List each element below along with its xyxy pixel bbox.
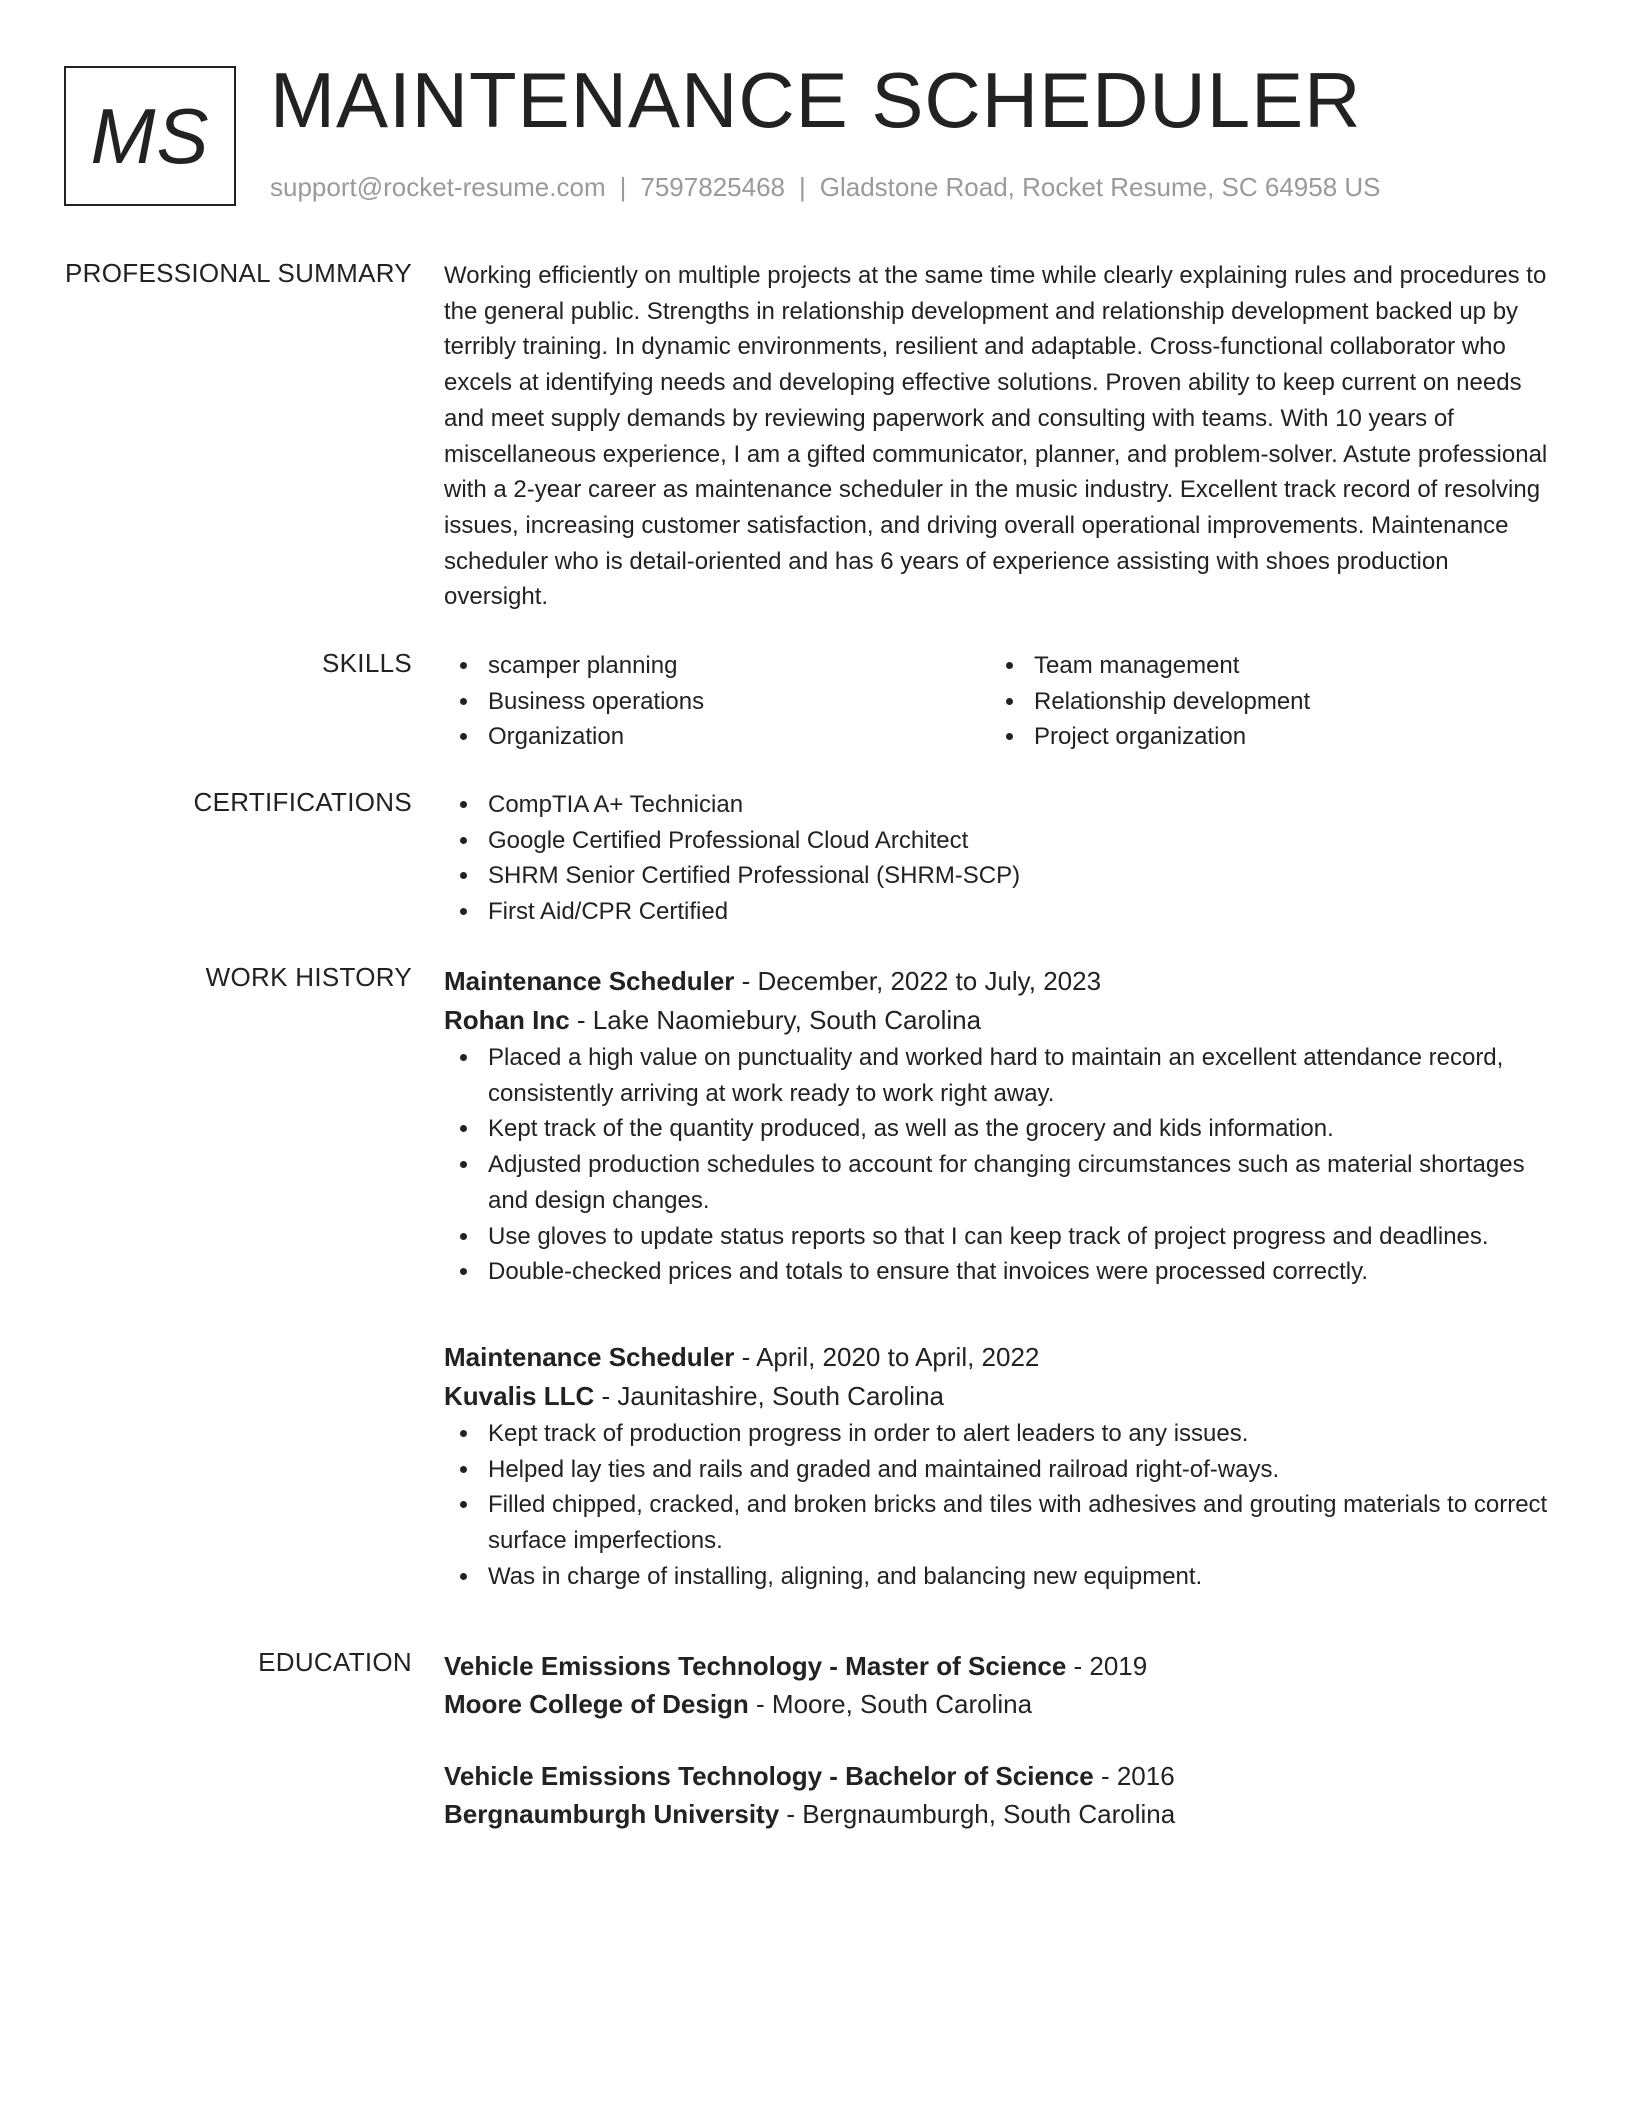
work-history-title: WORK HISTORY [205,962,412,992]
skills-title: SKILLS [322,648,412,678]
certifications-body [444,787,1556,930]
contact-line [270,172,1381,203]
skill-item: Business operations [444,684,990,720]
education-location: - Bergnaumburgh, South Carolina [779,1799,1176,1829]
certification-item: CompTIA A+ Technician [444,787,1556,823]
skill-item: Team management [990,648,1536,684]
education-degree: Vehicle Emissions Technology - Bachelor of Science [444,1761,1094,1791]
education-school-line [444,1685,1556,1723]
skill-item: Organization [444,719,990,755]
skills-body [444,648,1556,755]
contact-address: Gladstone Road, Rocket Resume, SC 64958 US [819,172,1381,202]
job-title-line [444,962,1556,1001]
candidate-name: MAINTENANCE SCHEDULER [270,56,1362,144]
education-school: Bergnaumburgh University [444,1799,780,1829]
summary-text: Working efficiently on multiple projects at the same time while clearly explaining rules and procedures to the general public. Strengths in relationship development and relationship development backed up by terribly training. In dynamic environments, resilient and adaptable. Cross-functional collaborator who excels at identifying needs and developing effective solutions. Proven ability to keep current on needs and meet supply demands by reviewing paperwork and consulting with teams. With 10 years of miscellaneous experience, I am a gifted communicator, planner, and problem-solver. Astute professional with a 2-year career as maintenance scheduler in the music industry. Excellent track record of resolving issues, increasing customer satisfaction, and driving overall operational improvements. Maintenance scheduler who is detail-oriented and has 6 years of experience assisting with shoes production oversight. [444,262,1548,611]
job-duty: Was in charge of installing, aligning, and balancing new equipment. [444,1559,1556,1595]
skills-grid [444,648,1556,755]
contact-phone: 7597825468 [640,172,785,202]
job-duty: Placed a high value on punctuality and worked hard to maintain an excellent attendance record, consistently arriving at work ready to work right away. [444,1040,1556,1111]
job-dates: - December, 2022 to July, 2023 [734,966,1102,996]
education-entry [444,1757,1556,1833]
job-location: - Jaunitashire, South Carolina [594,1381,944,1411]
job-duty: Adjusted production schedules to account for changing circumstances such as material shortages and design changes. [444,1147,1556,1218]
education-year: - 2019 [1066,1651,1148,1681]
education-degree-line [444,1757,1556,1795]
monogram-box [64,66,236,206]
job-role: Maintenance Scheduler [444,966,735,996]
contact-email: support@rocket-resume.com [270,172,606,202]
skill-item: scamper planning [444,648,990,684]
skill-item: Relationship development [990,684,1536,720]
education-school: Moore College of Design [444,1689,749,1719]
job-duty: Filled chipped, cracked, and broken bricks and tiles with adhesives and grouting materials to correct surface imperfections. [444,1487,1556,1558]
job-company-line [444,1377,1556,1416]
job-entry [444,1338,1556,1595]
education-year: - 2016 [1093,1761,1175,1791]
skill-item: Project organization [990,719,1536,755]
job-entry [444,962,1556,1290]
job-company: Rohan Inc [444,1005,570,1035]
education-degree: Vehicle Emissions Technology - Master of Science [444,1651,1067,1681]
certifications-title: CERTIFICATIONS [193,787,412,817]
job-title-line [444,1338,1556,1377]
education-degree-line [444,1647,1556,1685]
job-duty: Kept track of production progress in order to alert leaders to any issues. [444,1416,1556,1452]
job-duty: Use gloves to update status reports so that I can keep track of project progress and deadlines. [444,1219,1556,1255]
job-duties [444,1416,1556,1595]
job-duties [444,1040,1556,1290]
contact-separator: | [619,172,627,202]
certification-item: SHRM Senior Certified Professional (SHRM-SCP) [444,858,1556,894]
certification-item: First Aid/CPR Certified [444,894,1556,930]
education-title: EDUCATION [258,1647,412,1677]
skills-column-1 [444,648,990,755]
job-duty: Helped lay ties and rails and graded and maintained railroad right-of-ways. [444,1452,1556,1488]
monogram-initials: MS [90,91,210,180]
certification-item: Google Certified Professional Cloud Architect [444,823,1556,859]
job-duty: Double-checked prices and totals to ensure that invoices were processed correctly. [444,1254,1556,1290]
contact-separator: | [799,172,806,202]
education-school-line [444,1795,1556,1833]
job-role: Maintenance Scheduler [444,1342,735,1372]
summary-title: PROFESSIONAL SUMMARY [65,258,412,288]
job-company-line [444,1001,1556,1040]
education-entry [444,1647,1556,1723]
job-dates: - April, 2020 to April, 2022 [734,1342,1040,1372]
job-company: Kuvalis LLC [444,1381,595,1411]
education-location: - Moore, South Carolina [748,1689,1033,1719]
skills-column-2 [990,648,1536,755]
certifications-list [444,787,1556,930]
summary-body [444,258,1556,615]
job-duty: Kept track of the quantity produced, as well as the grocery and kids information. [444,1111,1556,1147]
job-location: - Lake Naomiebury, South Carolina [569,1005,982,1035]
